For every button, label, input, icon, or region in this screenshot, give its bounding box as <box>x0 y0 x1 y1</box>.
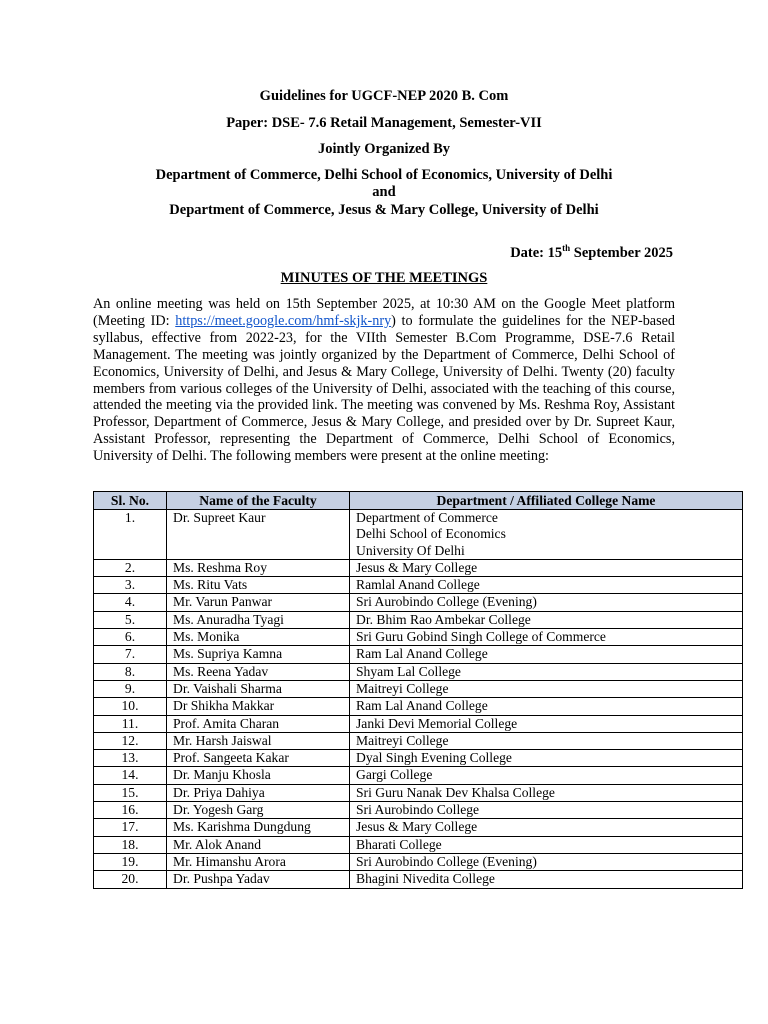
cell-sl: 19. <box>94 853 167 870</box>
cell-dept: Dyal Singh Evening College <box>350 750 743 767</box>
table-row <box>94 732 743 749</box>
paragraph-after-link: ) to formulate the guidelines for the NEP-based syllabus, effective from 2022-23, for the VIIth Semester B.Com Programme, DSE-7.6 Retail Management. The meeting was jointly organized by the Department of Commerce, Delhi School of Economics, University of Delhi, and Jesus & Mary College, University of Delhi. Twenty (20) faculty members from various colleges of the University of Delhi, associated with the teaching of this course, attended the meeting via the provided link. The meeting was convened by Ms. Reshma Roy, Assistant Professor, Department of Commerce, Jesus & Mary College, and presided over by Dr. Supreet Kaur, Assistant Professor, representing the Department of Commerce, Delhi School of Economics, University of Delhi. The following members were present at the online meeting: <box>93 312 676 465</box>
cell-dept: Jesus & Mary College <box>350 559 743 576</box>
table-row <box>94 853 743 870</box>
cell-name: Dr. Manju Khosla <box>167 767 350 784</box>
cell-dept: Maitreyi College <box>350 732 743 749</box>
table-row <box>94 510 743 560</box>
table-row <box>94 646 743 663</box>
cell-dept: Gargi College <box>350 767 743 784</box>
cell-name: Dr. Pushpa Yadav <box>167 871 350 888</box>
cell-sl: 14. <box>94 767 167 784</box>
table-body <box>94 510 743 889</box>
cell-dept: Maitreyi College <box>350 680 743 697</box>
cell-dept: Ram Lal Anand College <box>350 646 743 663</box>
cell-name: Mr. Himanshu Arora <box>167 853 350 870</box>
cell-dept: Sri Aurobindo College (Evening) <box>350 853 743 870</box>
cell-dept: Sri Aurobindo College (Evening) <box>350 594 743 611</box>
cell-sl: 20. <box>94 871 167 888</box>
table-row <box>94 836 743 853</box>
table-row <box>94 819 743 836</box>
cell-dept: Bharati College <box>350 836 743 853</box>
cell-name: Prof. Sangeeta Kakar <box>167 750 350 767</box>
cell-dept: Sri Guru Gobind Singh College of Commerce <box>350 629 743 646</box>
cell-name: Dr. Yogesh Garg <box>167 802 350 819</box>
organizer-2: Department of Commerce, Jesus & Mary College, University of Delhi <box>169 202 599 218</box>
table-row <box>94 750 743 767</box>
table-row <box>94 663 743 680</box>
dept-line: Department of Commerce <box>356 510 498 525</box>
table-row <box>94 767 743 784</box>
cell-name: Dr. Supreet Kaur <box>167 510 350 560</box>
table-row <box>94 680 743 697</box>
cell-name: Ms. Reshma Roy <box>167 559 350 576</box>
cell-dept: Sri Guru Nanak Dev Khalsa College <box>350 784 743 801</box>
cell-sl: 12. <box>94 732 167 749</box>
cell-sl: 7. <box>94 646 167 663</box>
table-header-row <box>94 492 743 510</box>
cell-dept: Bhagini Nivedita College <box>350 871 743 888</box>
cell-name: Dr. Priya Dahiya <box>167 784 350 801</box>
cell-dept: Dr. Bhim Rao Ambekar College <box>350 611 743 628</box>
cell-dept: Ramlal Anand College <box>350 577 743 594</box>
organizer-1: Department of Commerce, Delhi School of Economics, University of Delhi <box>155 167 613 183</box>
cell-sl: 8. <box>94 663 167 680</box>
cell-sl: 5. <box>94 611 167 628</box>
meeting-link[interactable]: https://meet.google.com/hmf-skjk-nry <box>175 312 392 329</box>
cell-dept: Janki Devi Memorial College <box>350 715 743 732</box>
cell-name: Mr. Varun Panwar <box>167 594 350 611</box>
cell-name: Ms. Reena Yadav <box>167 663 350 680</box>
paper-title: Paper: DSE- 7.6 Retail Management, Semester-VII <box>226 115 542 131</box>
cell-dept: Ram Lal Anand College <box>350 698 743 715</box>
table-row <box>94 629 743 646</box>
cell-sl: 4. <box>94 594 167 611</box>
table-row <box>94 871 743 888</box>
cell-dept <box>350 510 743 560</box>
jointly-organized-heading: Jointly Organized By <box>317 141 451 157</box>
cell-name: Prof. Amita Charan <box>167 715 350 732</box>
cell-sl: 3. <box>94 577 167 594</box>
paragraph-before-link: An online meeting was held on 15th September 2025, at 10:30 AM on the Google Meet platform (Meeting ID: <box>93 296 675 329</box>
cell-sl: 6. <box>94 629 167 646</box>
date-suffix: September 2025 <box>570 244 673 261</box>
header-department: Department / Affiliated College Name <box>350 492 743 510</box>
cell-sl: 13. <box>94 750 167 767</box>
guidelines-title: Guidelines for UGCF-NEP 2020 B. Com <box>259 88 509 104</box>
cell-dept: Jesus & Mary College <box>350 819 743 836</box>
cell-name: Ms. Karishma Dungdung <box>167 819 350 836</box>
table-row <box>94 784 743 801</box>
cell-sl: 18. <box>94 836 167 853</box>
dept-line: University Of Delhi <box>356 542 465 558</box>
cell-name: Ms. Monika <box>167 629 350 646</box>
table-row <box>94 559 743 576</box>
table-row <box>94 577 743 594</box>
organizer-and: and <box>372 184 396 200</box>
dept-line: Delhi School of Economics <box>356 526 506 542</box>
cell-name: Mr. Harsh Jaiswal <box>167 732 350 749</box>
header-faculty-name: Name of the Faculty <box>167 492 350 510</box>
table-row <box>94 594 743 611</box>
cell-dept: Sri Aurobindo College <box>350 802 743 819</box>
cell-sl: 11. <box>94 715 167 732</box>
minutes-heading: MINUTES OF THE MEETINGS <box>280 270 488 286</box>
cell-name: Ms. Supriya Kamna <box>167 646 350 663</box>
header-sl-no: Sl. No. <box>94 492 167 510</box>
cell-name: Dr Shikha Makkar <box>167 698 350 715</box>
cell-sl: 17. <box>94 819 167 836</box>
table-row <box>94 715 743 732</box>
table-row <box>94 698 743 715</box>
cell-name: Mr. Alok Anand <box>167 836 350 853</box>
cell-sl: 10. <box>94 698 167 715</box>
cell-dept: Shyam Lal College <box>350 663 743 680</box>
meeting-date <box>510 243 673 262</box>
date-prefix: Date: 15 <box>510 244 563 261</box>
table-row <box>94 802 743 819</box>
cell-sl: 2. <box>94 559 167 576</box>
table-row <box>94 611 743 628</box>
cell-name: Ms. Anuradha Tyagi <box>167 611 350 628</box>
date-sup: th <box>562 243 571 253</box>
meeting-paragraph <box>93 296 675 465</box>
cell-name: Ms. Ritu Vats <box>167 577 350 594</box>
cell-sl: 1. <box>94 510 167 560</box>
faculty-table <box>93 491 743 889</box>
cell-sl: 15. <box>94 784 167 801</box>
cell-sl: 16. <box>94 802 167 819</box>
cell-sl: 9. <box>94 680 167 697</box>
cell-name: Dr. Vaishali Sharma <box>167 680 350 697</box>
